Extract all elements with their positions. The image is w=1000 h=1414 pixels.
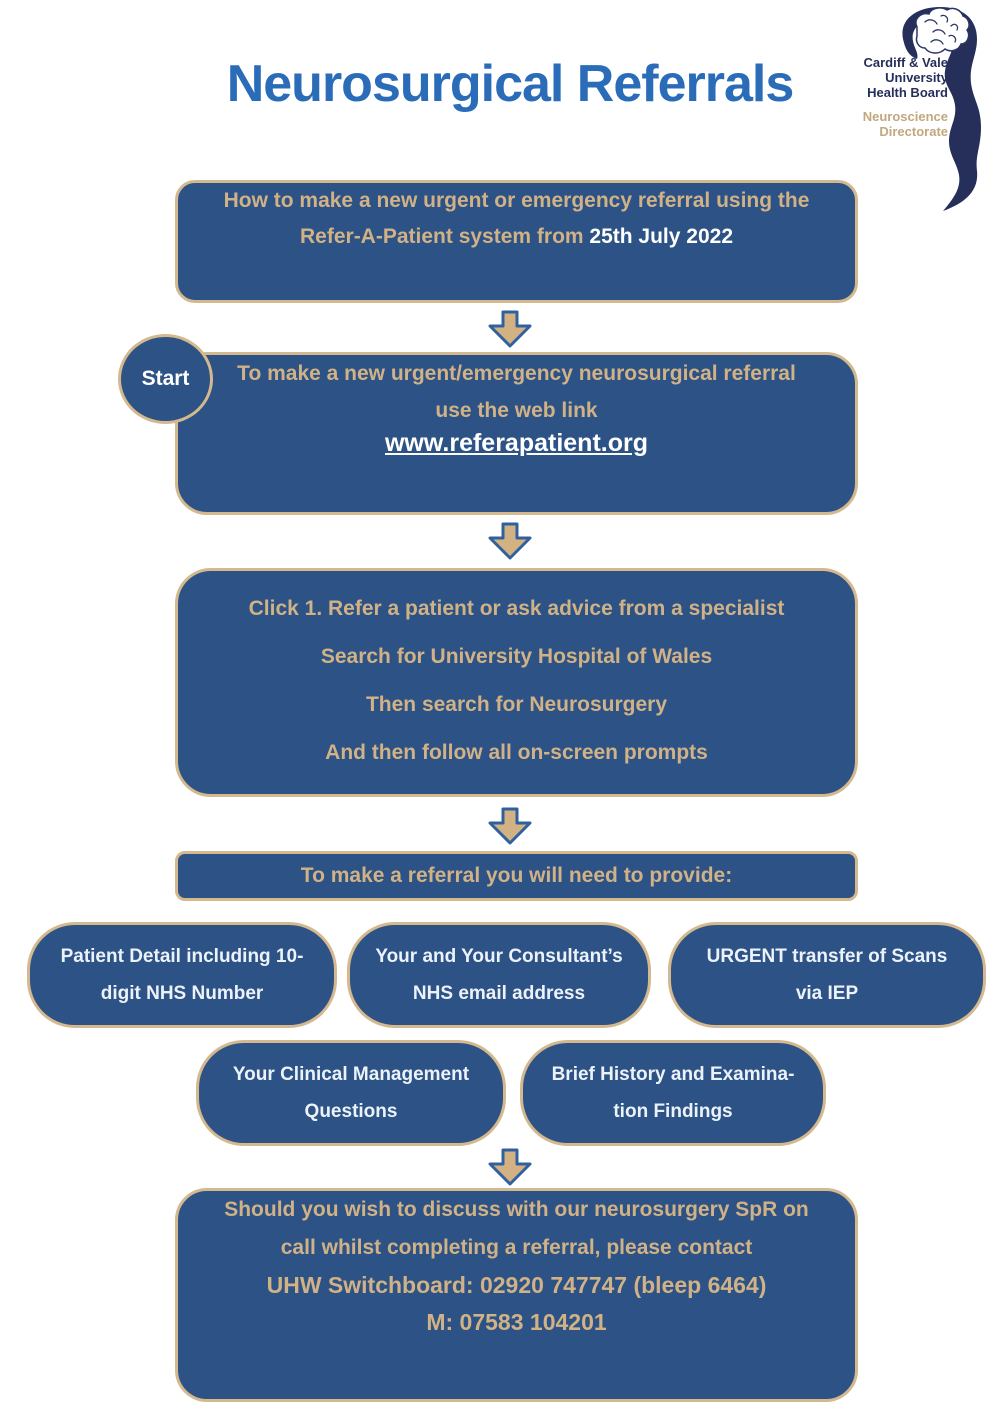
down-arrow-icon bbox=[488, 310, 532, 348]
down-arrow-icon bbox=[488, 1148, 532, 1186]
pill-line: tion Findings bbox=[613, 1101, 733, 1122]
down-arrow-icon bbox=[488, 807, 532, 845]
pill-line: digit NHS Number bbox=[100, 983, 264, 1004]
pill-line: Brief History and Examina- bbox=[551, 1064, 795, 1085]
pill-line: URGENT transfer of Scans bbox=[706, 946, 948, 967]
requirement-pill-email bbox=[347, 922, 651, 1028]
contact-mobile: M: 07583 104201 bbox=[426, 1309, 607, 1335]
requirement-pill-nhs-number bbox=[27, 922, 337, 1028]
intro-line2-prefix: Refer-A-Patient system from bbox=[300, 225, 590, 248]
logo-dept-line: Neuroscience bbox=[862, 109, 948, 124]
intro-box bbox=[175, 180, 858, 303]
weblink-line2: use the web link bbox=[435, 399, 598, 422]
pill-line: Your Clinical Management bbox=[232, 1064, 470, 1085]
logo-org-line: University bbox=[885, 70, 948, 85]
intro-line2 bbox=[178, 219, 855, 255]
step-line: Search for University Hospital of Wales bbox=[320, 645, 713, 668]
contact-line1a: Should you wish to discuss with our neurosurgery SpR on bbox=[224, 1198, 809, 1221]
step-line: Click 1. Refer a patient or ask advice from a specialist bbox=[248, 597, 785, 620]
requirement-pill-history bbox=[520, 1040, 826, 1146]
contact-box bbox=[175, 1188, 858, 1402]
provide-banner-label: To make a referral you will need to provide: bbox=[300, 864, 733, 887]
provide-banner bbox=[175, 851, 858, 901]
down-arrow-icon bbox=[488, 522, 532, 560]
logo-org-line: Health Board bbox=[867, 85, 948, 100]
logo-dept-line: Directorate bbox=[879, 124, 948, 139]
intro-line1: How to make a new urgent or emergency referral using the bbox=[223, 189, 810, 212]
referapatient-link[interactable]: www.referapatient.org bbox=[384, 429, 648, 457]
pill-line: NHS email address bbox=[412, 983, 586, 1004]
intro-date: 25th July 2022 bbox=[589, 225, 733, 248]
weblink-text bbox=[178, 355, 855, 429]
logo-org-line: Cardiff & Vale bbox=[863, 55, 948, 70]
requirement-pill-scans bbox=[668, 922, 986, 1028]
contact-intro bbox=[178, 1191, 855, 1267]
steps-box bbox=[175, 568, 858, 797]
pill-line: Patient Detail including 10- bbox=[60, 946, 304, 967]
pill-line: Your and Your Consultant’s bbox=[375, 946, 623, 967]
pill-line: Questions bbox=[304, 1101, 398, 1122]
start-label: Start bbox=[141, 367, 190, 390]
weblink-line1: To make a new urgent/emergency neurosurgical referral bbox=[237, 362, 796, 385]
contact-line1b: call whilst completing a referral, please contact bbox=[280, 1236, 753, 1259]
start-node bbox=[118, 334, 213, 424]
step-line: Then search for Neurosurgery bbox=[365, 693, 668, 716]
page-title: Neurosurgical Referrals bbox=[226, 55, 794, 113]
pill-line: via IEP bbox=[795, 983, 859, 1004]
step-line: And then follow all on-screen prompts bbox=[325, 741, 708, 764]
logo-text bbox=[830, 55, 948, 139]
requirement-pill-clinical-questions bbox=[196, 1040, 506, 1146]
weblink-box bbox=[175, 352, 858, 515]
contact-switchboard: UHW Switchboard: 02920 747747 (bleep 6464) bbox=[266, 1272, 767, 1298]
